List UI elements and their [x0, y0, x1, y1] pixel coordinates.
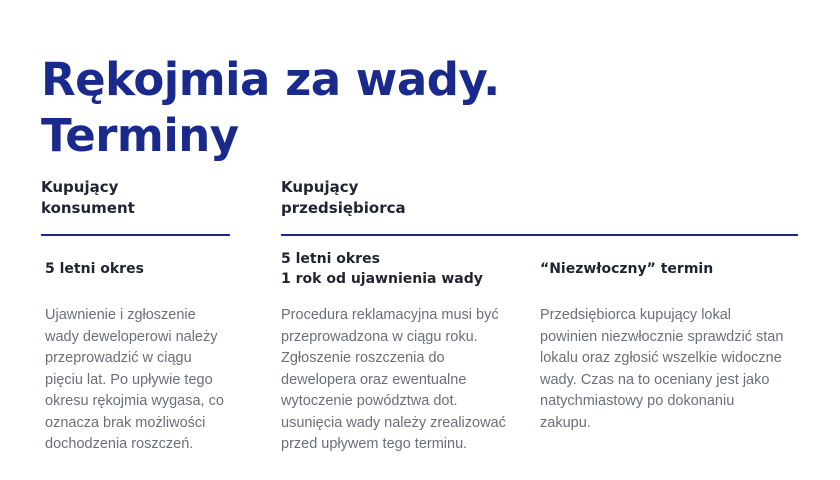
- body-line: Zgłoszenie roszczenia do: [281, 350, 445, 366]
- body-line: natychmiastowy po dokonaniu: [540, 393, 735, 409]
- body-line: przeprowadzić w ciągu: [45, 350, 192, 366]
- body-line: lokalu oraz zgłosić wszelkie widoczne: [540, 350, 782, 366]
- column-heading-consumer: [45, 259, 144, 279]
- group-heading-entrepreneur-line-1: Kupujący: [281, 178, 359, 196]
- group-heading-consumer: [41, 177, 135, 219]
- body-line: przed upływem tego terminu.: [281, 436, 468, 452]
- body-line: Ujawnienie i zgłoszenie: [45, 307, 196, 323]
- group-heading-consumer-line-2: konsument: [41, 199, 135, 217]
- body-line: Procedura reklamacyjna musi być: [281, 307, 499, 323]
- page-title-line-2: Terminy: [41, 109, 239, 162]
- body-line: Przedsiębiorca kupujący lokal: [540, 307, 732, 323]
- column-heading-line: 5 letni okres: [45, 261, 144, 277]
- body-line: usunięcia wady należy zrealizować: [281, 414, 506, 431]
- body-line: zakupu.: [540, 414, 591, 431]
- divider-entrepreneur: [281, 234, 798, 236]
- page-title: [41, 52, 500, 164]
- column-heading-line: “Niezwłoczny” termin: [540, 261, 714, 277]
- body-line: powinien niezwłocznie sprawdzić stan: [540, 328, 784, 345]
- column-heading-entrepreneur-one-year: [281, 249, 483, 289]
- divider-consumer: [41, 234, 230, 236]
- column-heading-entrepreneur-immediate: [540, 259, 713, 279]
- column-heading-line: 1 rok od ujawnienia wady: [281, 271, 483, 287]
- column-body-consumer: [45, 305, 224, 456]
- body-line: wady. Czas na to oceniany jest jako: [540, 371, 770, 388]
- body-line: oznacza brak możliwości: [45, 414, 206, 431]
- group-heading-entrepreneur: [281, 177, 406, 219]
- body-line: dochodzenia roszczeń.: [45, 436, 194, 452]
- body-line: okresu rękojmia wygasa, co: [45, 393, 224, 409]
- column-body-entrepreneur-one-year: [281, 305, 506, 456]
- column-body-entrepreneur-immediate: [540, 305, 783, 434]
- body-line: przeprowadzona w ciągu roku.: [281, 328, 478, 345]
- body-line: dewelopera oraz ewentualne: [281, 371, 467, 388]
- body-line: wady deweloperowi należy: [45, 328, 218, 345]
- group-heading-entrepreneur-line-2: przedsiębiorca: [281, 199, 406, 217]
- body-line: pięciu lat. Po upływie tego: [45, 371, 213, 388]
- column-heading-line: 5 letni okres: [281, 251, 380, 267]
- page-title-line-1: Rękojmia za wady.: [41, 53, 500, 106]
- body-line: wytoczenie powództwa dot.: [281, 393, 458, 409]
- group-heading-consumer-line-1: Kupujący: [41, 178, 119, 196]
